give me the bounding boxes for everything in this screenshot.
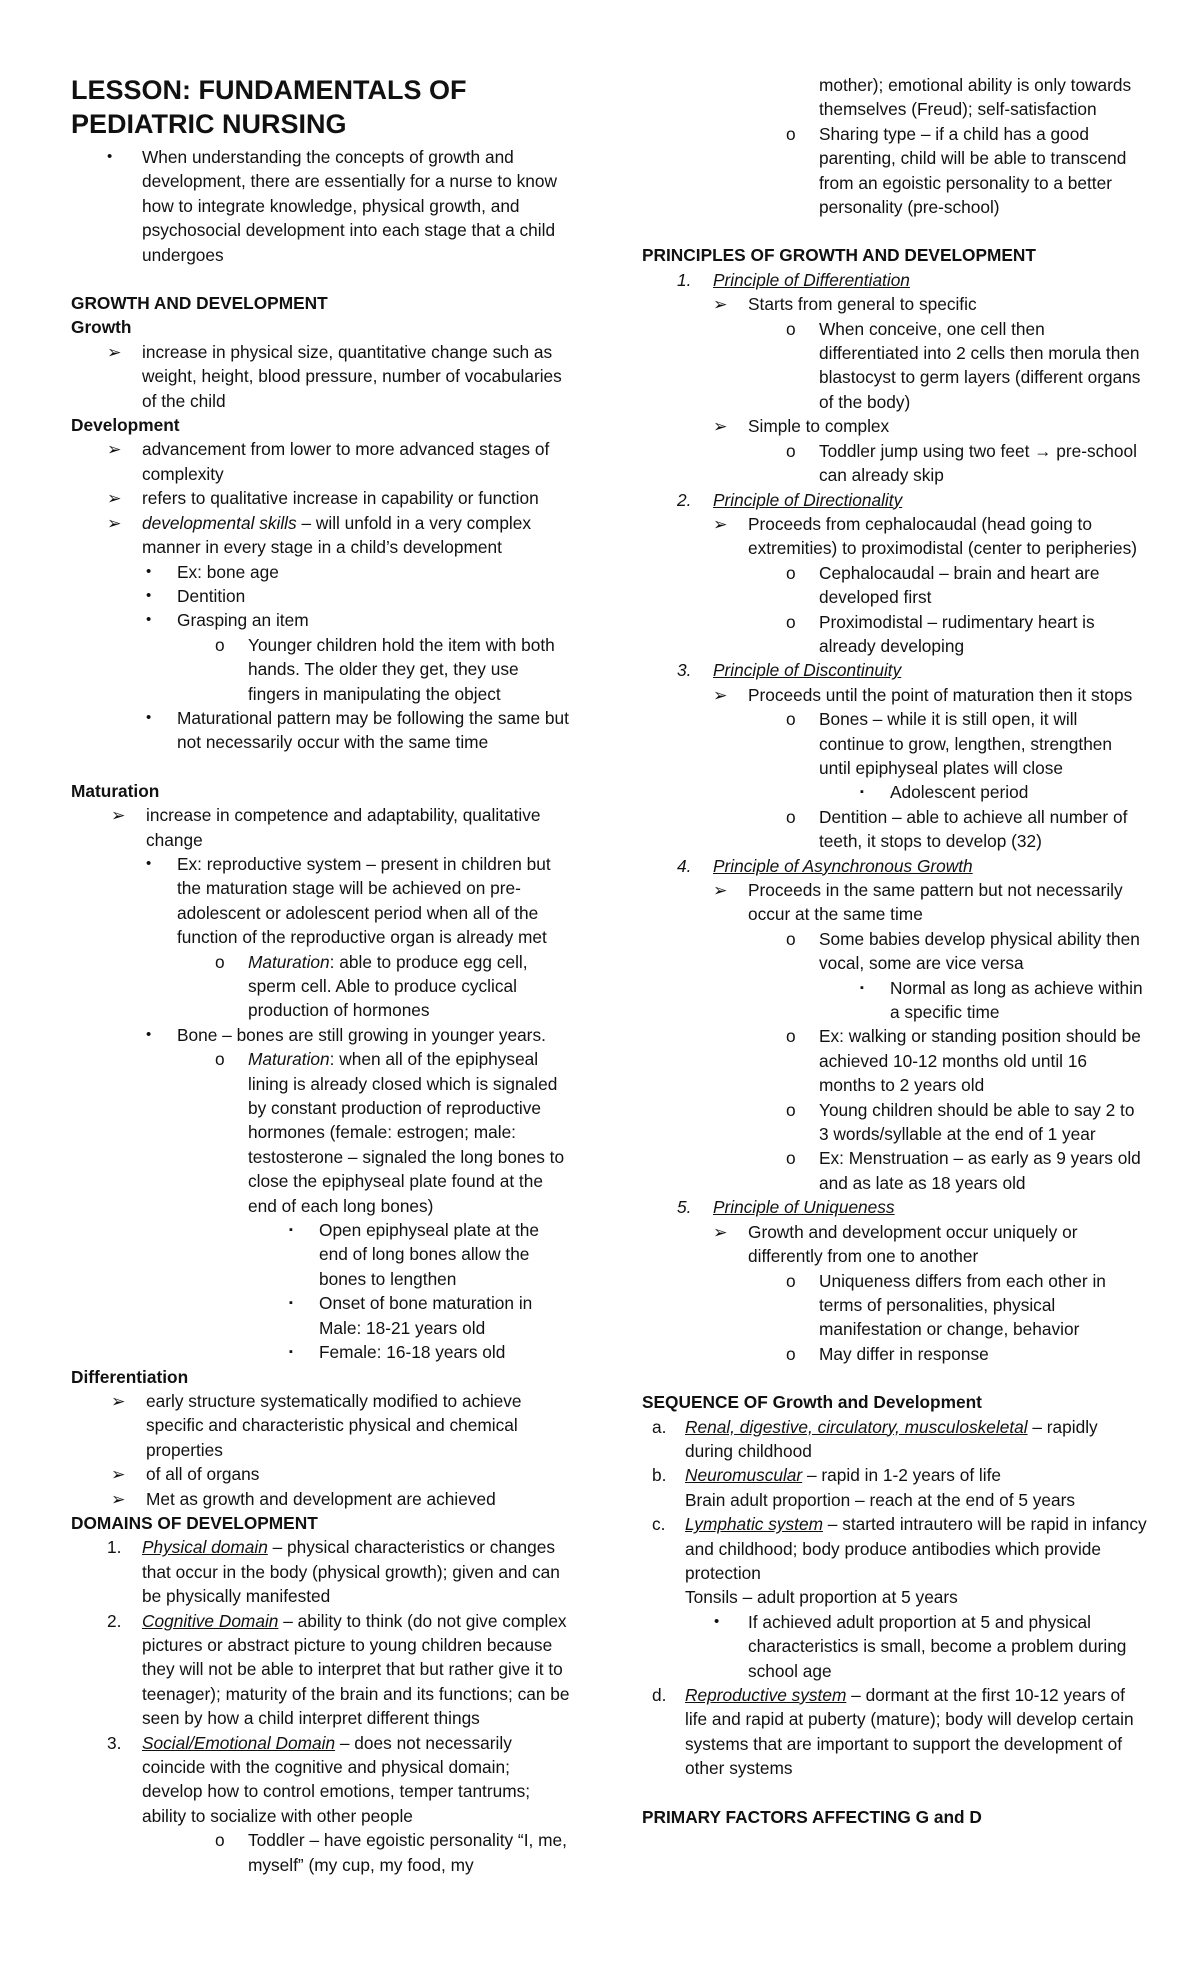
growth-item: ➢ increase in physical size, quantitative change such as weight, height, blood pressure, number of vocabularies of the child (71, 340, 571, 413)
list-item: ➢ Simple to complex (642, 414, 1147, 438)
list-item: o May differ in response (642, 1342, 1147, 1366)
circle-marker: o (786, 440, 796, 461)
list-item: • Ex: reproductive system – present in children but the maturation stage will be achieved on pre-adolescent or adolescent period when all of the function of the reproductive organ is already met (146, 853, 551, 948)
list-item: ➢ Proceeds from cephalocaudal (head going to extremities) to proximodistal (center to peripheries) (642, 512, 1147, 561)
domain-item: 1. Physical domain – physical characteristics or changes that occur in the body (physical growth); given and can be physically manifested (107, 1537, 560, 1607)
bullet-marker: • (146, 708, 152, 726)
bullet-marker: • (146, 586, 152, 604)
arrow-bullet-icon (713, 292, 727, 316)
principle-item: 4. Principle of Asynchronous Growth (677, 855, 973, 876)
development-item: ➢ developmental skills – will unfold in a very complex manner in every stage in a child’s development (71, 511, 571, 560)
intro-bullet (71, 145, 571, 267)
arrow-bullet-icon (713, 512, 727, 536)
list-item: • Ex: bone age (71, 560, 571, 584)
list-item: o Younger children hold the item with both hands. The older they get, they use fingers in manipulating the object (215, 634, 555, 704)
list-item: • Dentition (71, 584, 571, 608)
arrow-bullet-icon (713, 878, 727, 902)
bullet-marker: • (146, 611, 152, 629)
circle-marker: o (786, 1099, 796, 1120)
circle-marker: o (786, 928, 796, 949)
arrow-bullet-icon (713, 414, 727, 438)
circle-marker: o (215, 1830, 225, 1851)
circle-marker: o (786, 1148, 796, 1169)
circle-marker: o (215, 1049, 225, 1070)
list-item: ➢ Starts from general to specific (642, 292, 1147, 316)
page-title: LESSON: FUNDAMENTALS OF PEDIATRIC NURSING (71, 75, 467, 139)
list-item: o Toddler – have egoistic personality “I, me, myself” (my cup, my food, my (215, 1830, 567, 1875)
sequence-item: c. Lymphatic system – started intrautero will be rapid in infancy and childhood; body produce antibodies which provide protection Tonsils – adult proportion at 5 years (652, 1514, 1147, 1608)
list-item: • Maturational pattern may be following the same but not necessarily occur with the same time (146, 707, 569, 753)
maturation-item: ➢ increase in competence and adaptability, qualitative change (71, 803, 571, 852)
circle-marker: o (786, 318, 796, 339)
arrow-bullet-icon (111, 1389, 125, 1413)
arrow-bullet-icon (107, 437, 121, 461)
arrow-bullet-icon (107, 486, 121, 510)
list-item: ▪ Adolescent period (642, 780, 1147, 804)
circle-marker: o (786, 123, 796, 144)
list-item: • Bone – bones are still growing in younger years. (71, 1023, 571, 1047)
principle-item: 1. Principle of Differentiation (677, 269, 910, 290)
arrow-bullet-icon (111, 1462, 125, 1486)
circle-marker: o (786, 1343, 796, 1364)
intro-text: When understanding the concepts of growth and development, there are essentially for a nurse to know how to integrate knowledge, physical growth, and psychosocial development into each stage that a child undergoes (142, 147, 557, 265)
square-marker: ▪ (289, 1346, 293, 1359)
list-item: ▪ Female: 16-18 years old (71, 1340, 571, 1364)
arrow-bullet-icon (111, 1487, 125, 1511)
arrow-bullet-icon (107, 511, 121, 535)
development-item: ➢ advancement from lower to more advanced stages of complexity (71, 437, 571, 486)
square-marker: ▪ (860, 786, 864, 799)
bullet-marker: • (714, 1612, 720, 1630)
list-item: o Toddler jump using two feet → pre-school can already skip (786, 440, 1137, 486)
arrow-bullet-icon (713, 683, 727, 707)
bullet-marker: • (146, 1025, 152, 1043)
differentiation-item: ➢ Met as growth and development are achieved (71, 1487, 571, 1511)
right-column (642, 73, 1147, 1829)
subheading-differentiation: Differentiation (71, 1366, 189, 1387)
principle-item: 5. Principle of Uniqueness (677, 1197, 895, 1218)
list-item: ▪ Open epiphyseal plate at the end of long bones allow the bones to lengthen (289, 1220, 540, 1289)
circle-marker: o (786, 709, 796, 730)
list-item: o Sharing type – if a child has a good parenting, child will be able to transcend from an egoistic personality to a better personality (pre-school) (786, 123, 1127, 218)
list-item: ▪ Onset of bone maturation in Male: 18-21 years old (289, 1293, 533, 1338)
list-item: o Dentition – able to achieve all number of teeth, it stops to develop (32) (786, 806, 1128, 852)
subheading-maturation: Maturation (71, 780, 160, 801)
section-heading-principles: PRINCIPLES OF GROWTH AND DEVELOPMENT (642, 245, 1036, 266)
circle-marker: o (215, 951, 225, 972)
list-item: o Ex: Menstruation – as early as 9 years old and as late as 18 years old (786, 1148, 1141, 1193)
list-item: o Young children should be able to say 2 to 3 words/syllable at the end of 1 year (786, 1099, 1135, 1145)
list-item: o Ex: walking or standing position should be achieved 10-12 months old until 16 months to 2 years old (786, 1026, 1141, 1096)
list-item-continued: mother); emotional ability is only towards themselves (Freud); self-satisfaction (819, 75, 1132, 120)
list-item: ➢ Proceeds until the point of maturation then it stops (642, 683, 1147, 707)
list-item: o Proximodistal – rudimentary heart is already developing (786, 611, 1095, 656)
section-heading-growth-development: GROWTH AND DEVELOPMENT (71, 293, 328, 314)
sequence-item: b. Neuromuscular – rapid in 1-2 years of life Brain adult proportion – reach at the end of 5 years (652, 1465, 1076, 1510)
list-item: ➢ Proceeds in the same pattern but not necessarily occur at the same time (642, 878, 1147, 927)
square-marker: ▪ (860, 981, 864, 994)
list-item: o Cephalocaudal – brain and heart are developed first (786, 562, 1100, 608)
circle-marker: o (786, 806, 796, 827)
domain-item: 2. Cognitive Domain – ability to think (do not give complex pictures or abstract picture to young children because they will not be able to interpret that but rather give it to teenager); maturity of the brain and its functions; can be seen by how a child interpret different things (107, 1610, 570, 1729)
arrow-bullet-icon (107, 340, 121, 364)
domain-item: 3. Social/Emotional Domain – does not necessarily coincide with the cognitive and physical domain; develop how to control emotions, temper tantrums; ability to socialize with other people (107, 1732, 531, 1826)
arrow-bullet-icon (111, 803, 125, 827)
list-item: o Some babies develop physical ability then vocal, some are vice versa (786, 928, 1140, 974)
sequence-item: a. Renal, digestive, circulatory, musculoskeletal – rapidly during childhood (652, 1416, 1098, 1461)
bullet-marker: • (146, 854, 152, 872)
section-heading-sequence: SEQUENCE OF Growth and Development (642, 1392, 982, 1413)
principle-item: 3. Principle of Discontinuity (677, 660, 902, 681)
section-heading-primary-factors: PRIMARY FACTORS AFFECTING G and D (642, 1806, 982, 1827)
list-item: o Maturation: when all of the epiphyseal lining is already closed which is signaled by constant production of reproductive hormones (female: estrogen; male: testosterone – signaled the long bones to close the epiphyseal plate found at the end of each long bones) (215, 1049, 565, 1216)
list-item: ➢ Growth and development occur uniquely or differently from one to another (642, 1220, 1147, 1269)
circle-marker: o (786, 1270, 796, 1291)
list-item: • If achieved adult proportion at 5 and physical characteristics is small, become a problem during school age (714, 1611, 1127, 1681)
differentiation-item: ➢ early structure systematically modified to achieve specific and characteristic physical and chemical properties (71, 1389, 571, 1462)
list-item: o Bones – while it is still open, it will continue to grow, lengthen, strengthen until epiphyseal plates will close (786, 709, 1113, 778)
list-item: o Maturation: able to produce egg cell, sperm cell. Able to produce cyclical production of hormones (215, 951, 528, 1021)
circle-marker: o (786, 562, 796, 583)
list-item: o When conceive, one cell then differentiated into 2 cells then morula then blastocyst to germ layers (different organs of the body) (786, 318, 1141, 412)
square-marker: ▪ (289, 1224, 293, 1237)
circle-marker: o (215, 634, 225, 655)
circle-marker: o (786, 1026, 796, 1047)
bullet-marker: • (107, 148, 113, 165)
list-item: o Uniqueness differs from each other in terms of personalities, physical manifestation or change, behavior (786, 1270, 1106, 1340)
sequence-item: d. Reproductive system – dormant at the first 10-12 years of life and rapid at puberty (mature); body will develop certain systems that are important to support the development of other systems (652, 1685, 1134, 1779)
circle-marker: o (786, 611, 796, 632)
left-column (71, 73, 571, 1877)
subheading-development: Development (71, 415, 180, 436)
development-item: ➢ refers to qualitative increase in capability or function (71, 486, 571, 510)
section-heading-domains: DOMAINS OF DEVELOPMENT (71, 1512, 318, 1533)
principle-item: 2. Principle of Directionality (677, 489, 903, 510)
list-item: • Grasping an item (71, 608, 571, 632)
list-item: ▪ Normal as long as achieve within a specific time (860, 977, 1143, 1023)
bullet-marker: • (146, 562, 152, 580)
differentiation-item: ➢ of all of organs (71, 1462, 571, 1486)
subheading-growth: Growth (71, 317, 132, 338)
square-marker: ▪ (289, 1297, 293, 1310)
arrow-bullet-icon (713, 1220, 727, 1244)
